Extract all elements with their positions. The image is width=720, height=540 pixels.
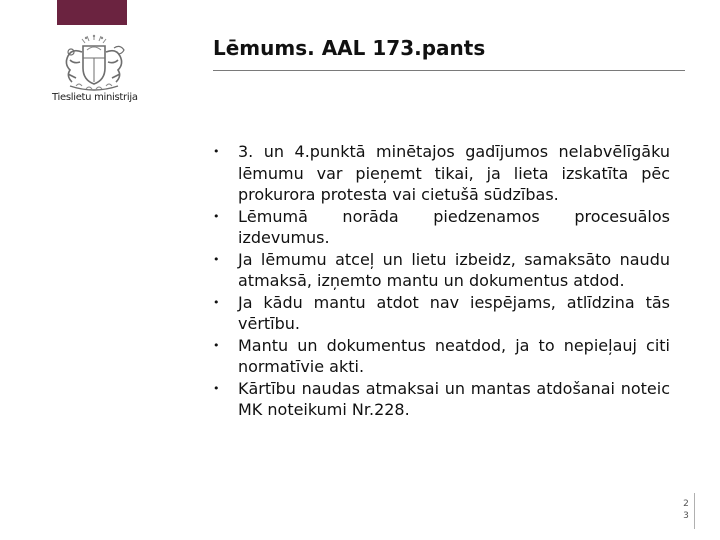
list-item	[213, 378, 670, 421]
list-item-text: Kārtību naudas atmaksai un mantas atdošanai noteic MK noteikumi Nr.228.	[238, 378, 670, 419]
bullet-icon: •	[213, 145, 220, 158]
bullet-icon: •	[213, 338, 220, 352]
page-number-divider	[694, 493, 695, 529]
list-item-text: Lēmumā norāda piedzenamos procesuālos izdevumus.	[238, 206, 670, 247]
bullet-icon: •	[213, 252, 220, 266]
list-item	[213, 335, 670, 378]
brand-bar	[57, 0, 127, 25]
organization-name: Tieslietu ministrija	[52, 92, 138, 103]
list-item	[213, 141, 670, 206]
bullet-icon: •	[213, 209, 220, 223]
page-title: Lēmums. AAL 173.pants	[213, 36, 486, 60]
bullet-icon: •	[213, 381, 220, 395]
bullet-list	[213, 141, 670, 421]
page-number: 23	[683, 499, 689, 521]
list-item-text: Mantu un dokumentus neatdod, ja to nepieļauj citi normatīvie akti.	[238, 335, 670, 376]
list-item-text: Ja kādu mantu atdot nav iespējams, atlīdzina tās vērtību.	[238, 292, 670, 333]
list-item-text: 3. un 4.punktā minētajos gadījumos nelabvēlīgāku lēmumu var pieņemt tikai, ja lieta izskatīta pēc prokurora protesta vai cietušā sūdzības.	[238, 142, 670, 204]
list-item	[213, 292, 670, 335]
list-item	[213, 249, 670, 292]
bullet-icon: •	[213, 295, 220, 309]
title-divider	[213, 70, 685, 71]
list-item-text: Ja lēmumu atceļ un lietu izbeidz, samaksāto naudu atmaksā, izņemto mantu un dokumentus atdod.	[238, 249, 670, 290]
coat-of-arms-icon	[56, 34, 132, 94]
list-item	[213, 206, 670, 249]
